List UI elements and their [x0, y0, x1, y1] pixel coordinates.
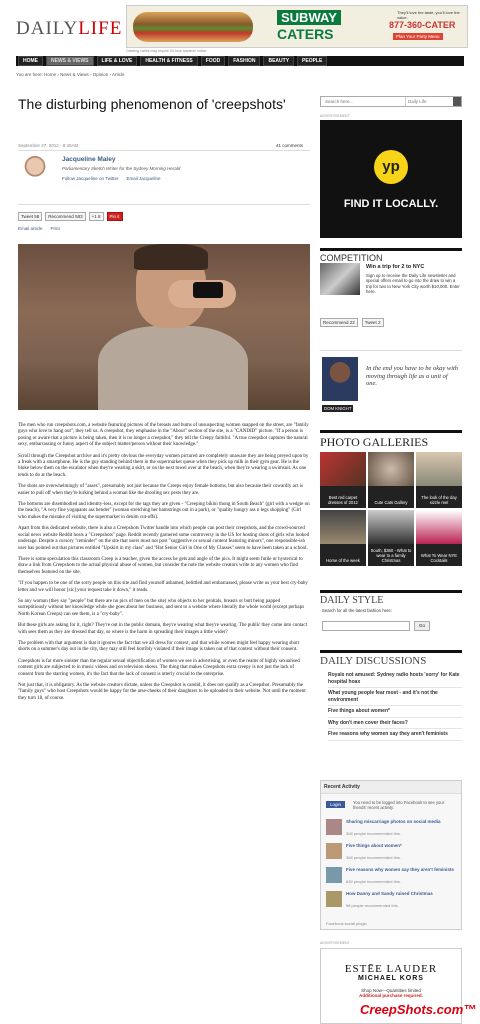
activity-count: 308 people recommended this.: [346, 831, 401, 836]
activity-item[interactable]: [326, 891, 458, 911]
discussion-link[interactable]: Five things about women*: [328, 706, 462, 718]
ad-brand: SUBWAY: [277, 10, 341, 25]
columnist-photo: [322, 357, 358, 401]
gallery-item[interactable]: Best red carpet dresses of 2012: [320, 452, 366, 508]
nav-home[interactable]: HOME: [18, 56, 43, 66]
author-links: [62, 176, 160, 181]
author-avatar: [18, 153, 52, 191]
photo-galleries-heading: PHOTO GALLERIES: [320, 430, 462, 450]
activity-title[interactable]: Five things about women*: [346, 843, 402, 848]
activity-item[interactable]: [326, 867, 458, 887]
nav-fashion[interactable]: FASHION: [228, 56, 260, 66]
quote-text: In the end you have to be okay with moving through life as a unit of one.: [366, 365, 459, 387]
discussion-list: [328, 670, 462, 741]
activity-thumb: [326, 819, 342, 835]
search-input[interactable]: Search here...: [325, 99, 354, 104]
paragraph: There is some speculation this classroom Creep is a teacher, given the access he gets and angle of the pics. It might seem futile or hysterical to draw a link from Creepshots to the actual physical abuse of women, but consider the note the website creators write to any women who find themselves featured on the site.: [18, 556, 303, 575]
login-note: You need to be logged into Facebook to see your friends' recent activity.: [353, 800, 445, 810]
recent-activity-heading: Recent Activity: [321, 781, 461, 794]
activity-item[interactable]: [326, 819, 458, 839]
author-role: Parliamentary Sketch Writer for the Sydney Morning Herald: [62, 166, 181, 171]
nav-people[interactable]: PEOPLE: [297, 56, 327, 66]
comments-link[interactable]: 41 comments: [276, 143, 304, 148]
activity-thumb: [326, 867, 342, 883]
paragraph: Creepshots is far more sinister than the regular sexual objectification of women we see in advertising, or even the reams of highly sexualised content girls are subjected to in music videos and on television shows. The thing that makes Creepshots extra creepy is not just the lack of consent from the starring women, it's the fact that the lack of consent is utterly crucial to the enterprise.: [18, 658, 300, 677]
paragraph: Not just that, it is obligatory. As the website creators dictate, unless the Creepshot is candid, it does not qualify as a Creepshot. Presumably the "family guys" who host Creepshots would be happy for the arse-cheeks of their daughters to be uploaded to their website. Not until the moment they turn 18, of course.: [18, 683, 306, 701]
yp-logo: yp: [374, 150, 408, 184]
smartphone: [193, 282, 223, 298]
recent-activity-widget: [320, 780, 462, 930]
gallery-item[interactable]: Home of the week: [320, 510, 366, 566]
gallery-item[interactable]: Cute Cats Gallery: [368, 452, 414, 508]
paragraph: So any woman (they say "people" but there are no pics of men on the site) who objects to her genitals, breasts or butt being papped surreptitiously without her knowledge while she goes about her business, and sent to a website where literally the whole world (except perhaps North Korean Creeps) can see them, is a "cry-baby".: [18, 598, 305, 617]
pin-it-button[interactable]: Pin it: [107, 212, 123, 221]
competition-title[interactable]: Win a trip for 2 to NYC: [366, 264, 425, 270]
facebook-login-button[interactable]: Login: [326, 801, 345, 808]
nav-health-fitness[interactable]: HEALTH & FITNESS: [140, 56, 197, 66]
subway-ad-banner[interactable]: [126, 5, 468, 48]
yp-advert[interactable]: [320, 120, 462, 238]
print-link[interactable]: Print: [50, 226, 60, 231]
discussion-link[interactable]: Royals not amused: Sydney radio hosts 'sorry' for Kate hospital hoax: [328, 670, 462, 688]
watermark: CreepShots.com™: [360, 1002, 477, 1017]
competition-image[interactable]: [320, 263, 360, 295]
ad-product: CATERS: [277, 26, 334, 42]
activity-title[interactable]: How Danny and Sandy ruined Christmas: [346, 891, 433, 896]
article-title: The disturbing phenomenon of 'creepshots': [18, 96, 286, 112]
man-hair: [134, 244, 208, 270]
follow-twitter-link[interactable]: Follow Jacqueline on Twitter: [62, 176, 119, 181]
activity-count: 639 people recommended this.: [346, 879, 401, 884]
discussion-link[interactable]: Why don't men cover their faces?: [328, 718, 462, 730]
article-date: September 27, 2012 - 8:40AM: [18, 143, 79, 148]
paragraph: The bottoms are disembodied and identity-less, except for the tags they are given - "Creeping bikini thong in South Beach" (girl with a wedgie on the beach), "A very fine yogapants ass bender" (woman stretching her hamstrings out in a park), or "quality hungry ass n legs shopping" (Girl who makes the mistake of visiting the supermarket in denim cut-offs).: [18, 502, 310, 520]
gallery-item[interactable]: South, $360 - What to wear to a family Christmas: [368, 510, 414, 566]
nav-news-views[interactable]: NEWS & VIEWS: [46, 56, 94, 66]
daily-discussions-heading: DAILY DISCUSSIONS: [320, 650, 462, 667]
paragraph: "If you happen to be one of the sorry people on this site and find yourself ashamed, belittled and embarrassed, please write us your best cry-baby letter and we will honor [sic] your request take it down," it reads.: [18, 581, 308, 593]
gallery-item[interactable]: The look of the day sizzle reel: [416, 452, 462, 508]
email-article-link[interactable]: Email article: [18, 226, 43, 231]
site-search: [320, 96, 462, 107]
activity-count: 368 people recommended this.: [346, 855, 401, 860]
competition-text: Sign up to receive the Daily Life newsletter and special offers email to go into the draw to win a trip for two to New York City worth $10,000. Enter here.: [366, 273, 460, 295]
activity-thumb: [326, 843, 342, 859]
article-tools: [18, 226, 60, 231]
yp-slogan: FIND IT LOCALLY.: [343, 198, 439, 210]
breadcrumb: You are here: Home › News & Views › Opinion › Article: [16, 72, 125, 77]
activity-thumb: [326, 891, 342, 907]
author-name[interactable]: Jacqueline Maley: [62, 156, 116, 163]
google-plus-button[interactable]: +1 8: [89, 212, 104, 221]
facebook-plugin-label: Facebook social plugin: [326, 921, 367, 926]
ad-shop-now[interactable]: Shop Now—Quantities limited: [361, 988, 421, 993]
paragraph: But these girls are asking for it, right? They're out in the public domain, they're wearing what they're wearing. The public they come into contact with sees them as they are dressed that day, so where is the harm in spreading their images a little wider?: [18, 623, 307, 635]
article-body: [18, 423, 310, 707]
competition-share: [320, 318, 384, 327]
ad-tagline: They'll love the taste, you'll love the value.: [397, 10, 460, 20]
main-nav: [16, 56, 464, 66]
activity-title[interactable]: Five reasons why women say they aren't feminists: [346, 867, 454, 872]
ad-disclaimer: Catering varies may require 24 hour advance notice: [126, 49, 207, 53]
discussion-link[interactable]: What young people fear most - and it's not the environment: [328, 688, 462, 706]
paragraph: Scroll through the Creepshot archive and it's pretty obvious the everyday women pictured are completely unaware they are being preyed upon by a freak with a smartphone. He is the guy standing behind them in the supermarket queue when they pick up milk in their gym gear. He is the bloke below them on the escalator when they're wearing a skirt, or on the next towel over at the beach, when they're wearing a swimsuit. As one tends to do at the beach.: [18, 453, 309, 478]
competition-recommend-button[interactable]: Recommend 22: [320, 318, 358, 327]
ad-brand-estee: ESTĒE LAUDER: [344, 963, 438, 975]
search-button[interactable]: [453, 97, 461, 106]
ad-disclaimer: Additional purchase required.: [359, 993, 423, 998]
activity-title[interactable]: Sharing miscarriage photos on social media: [346, 819, 441, 824]
divider: [18, 204, 310, 205]
daily-style-sub: Search for all the latest fashion here:: [322, 608, 392, 613]
divider: [18, 150, 310, 151]
facebook-recommend-button[interactable]: Recommend 583: [45, 212, 85, 221]
photo-galleries-grid: [320, 452, 462, 566]
gallery-item[interactable]: What To Wear NYE Cocktails: [416, 510, 462, 566]
discussion-link[interactable]: Five reasons why women say they aren't feminists: [328, 729, 462, 741]
nav-food[interactable]: FOOD: [201, 56, 225, 66]
article-hero-image: [18, 244, 310, 410]
nav-beauty[interactable]: BEAUTY: [263, 56, 294, 66]
share-bar: [18, 212, 123, 221]
style-search-button[interactable]: Go: [414, 621, 430, 631]
competition-tweet-button[interactable]: Tweet 2: [362, 318, 384, 327]
email-author-link[interactable]: Email Jacqueline: [126, 176, 161, 181]
quote-widget[interactable]: [320, 350, 462, 414]
paragraph: The problem with that argument is that it ignores the fact that we all dress for context, and that while women might feel happy wearing short shorts on a summer's day out in the city, they may still feel horribly violated if their image is taken out of that context without their consent.: [18, 640, 300, 653]
nav-life-love[interactable]: LIFE & LOVE: [97, 56, 138, 66]
advert-label: ADVERTISEMENT: [320, 941, 350, 945]
activity-count: 98 people recommended this.: [346, 903, 399, 908]
advert-label: ADVERTISEMENT: [320, 114, 350, 118]
site-logo[interactable]: DAILYLIFE: [16, 18, 123, 39]
paragraph: The men who run creepshots.com, a website featuring pictures of the breasts and bums of unsuspecting women snapped on the street, are "family guys who love to hang out", they tell us. A creepshot, they emphasise in the "About" section of the site, is a "CANDID" picture. "If a person is posing or aware that a picture is being taken, then it is no longer a creepshot," they tell the Creepy faithful. "A true creepshot captures the natural sexy, embarrassing or funny aspect of the subject matter/person without their knowledge.": [18, 423, 309, 448]
ad-brand-kors: MICHAEL KORS: [358, 975, 424, 982]
style-search-input[interactable]: [322, 621, 410, 631]
ad-phone: 877-360-CATER: [389, 20, 456, 30]
ad-cta-button[interactable]: Plan Your Party Menu: [393, 33, 443, 40]
sandwich-image: [133, 12, 253, 42]
paragraph: Apart from this dedicated website, there is also a Creepshots Twitter handle into which people can post their creepshots, and the crowd-sourced social news website Reddit hosts a "Creepshots" page. Reddit recently garnered some controversy in the US for hosting shots of girls who looked underage. Despite a cursory "reminder" on the site that users must not post "suggestive or sexual content featuring minors", one responsible-ish user has pointed out that pictures entitled "Upskirt in my class" and "Hot Senior Girl in One of My Classes" seem to have been taken at a school.: [18, 526, 310, 551]
activity-item[interactable]: [326, 843, 458, 863]
paragraph: The shots are overwhelmingly of "asses", presumably not just because the Creeps enjoy female bottoms, but also because their cowardly act is easier to pull off when they're lurking behind a woman like the drooling sex pests they are.: [18, 484, 303, 496]
man-torso: [98, 326, 248, 410]
daily-style-heading: DAILY STYLE: [320, 590, 462, 606]
search-scope-select[interactable]: Daily Life: [405, 97, 453, 106]
tweet-button[interactable]: Tweet 58: [18, 212, 42, 221]
competition-heading: COMPETITION: [320, 248, 462, 263]
columnist-name[interactable]: DOM KNIGHT: [324, 406, 352, 411]
